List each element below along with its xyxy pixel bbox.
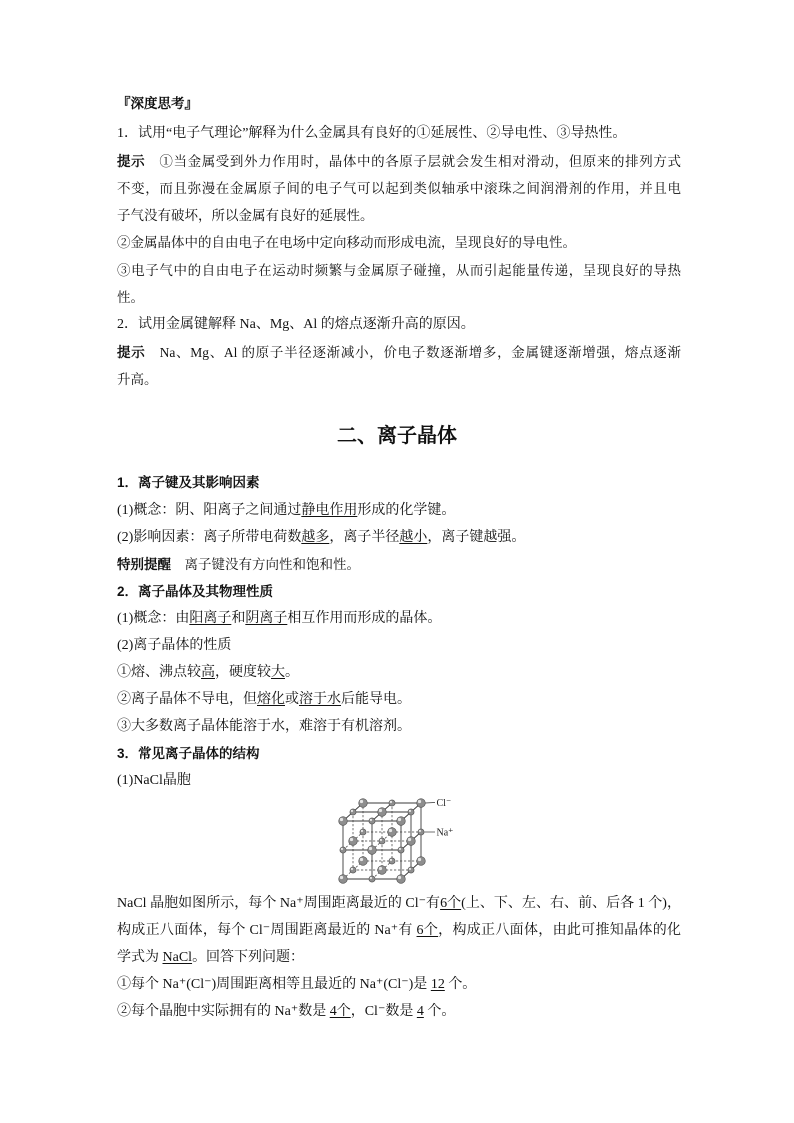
cl-ion <box>339 875 348 884</box>
text-run: (1)概念：阴、阳离子之间通过 <box>117 502 302 518</box>
ionic-crystal-properties-title: (2)离子晶体的性质 <box>117 638 232 653</box>
na-ion <box>350 809 356 815</box>
text-line <box>117 917 681 944</box>
text-run: 升高。 <box>117 371 158 387</box>
underlined-answer: NaCl <box>162 949 193 965</box>
property-2 <box>117 686 681 713</box>
cl-ion <box>378 866 387 875</box>
text-run: 个。 <box>423 1003 456 1019</box>
bold-label: 提示 <box>117 344 146 360</box>
cl-ion <box>368 846 377 855</box>
text-line <box>117 257 681 284</box>
deep-thinking-title: 『深度思考』 <box>117 96 198 111</box>
text-run: 子气没有破坏，所以金属有良好的延展性。 <box>117 208 374 224</box>
text-line <box>117 202 681 229</box>
text-run: 性。 <box>117 290 144 306</box>
text-line <box>117 284 681 311</box>
hint-1-conductivity <box>117 229 681 256</box>
text-run: (1)概念：由 <box>117 610 190 626</box>
cl-ion <box>378 808 387 817</box>
nacl-unit-cell-figure <box>334 794 458 886</box>
property-1 <box>117 659 681 686</box>
bold-label: 提示 <box>117 153 146 169</box>
text-run: (2)影响因素：离子所带电荷数 <box>117 529 302 545</box>
cl-leader-line <box>426 803 436 804</box>
na-ion <box>398 847 404 853</box>
nacl-description-section <box>117 890 681 1025</box>
text-line <box>117 497 681 524</box>
underlined-answer: 阳离子 <box>189 610 232 626</box>
na-ion <box>379 838 385 844</box>
subsection-title-structures: 3．常见离子晶体的结构 <box>117 746 260 762</box>
question-1 <box>117 120 681 147</box>
underlined-answer: 4个 <box>329 1003 351 1019</box>
nacl-cell-title: (1)NaCl晶胞 <box>117 773 191 789</box>
text-run: 。回答下列问题： <box>192 949 305 965</box>
text-run: 个。 <box>444 976 477 992</box>
text-line <box>117 148 681 175</box>
text-run: 学式为 <box>117 949 163 965</box>
na-ion <box>360 829 366 835</box>
bold-label: 特别提醒 <box>117 556 171 572</box>
na-ion <box>418 829 424 835</box>
text-run: ①熔、沸点较 <box>117 665 201 681</box>
na-ion <box>369 818 375 824</box>
na-ion <box>389 858 395 864</box>
na-ion <box>408 809 414 815</box>
lattice-ions <box>339 799 426 884</box>
text-run: 离子键没有方向性和饱和性。 <box>171 556 360 572</box>
underlined-answer: 4 <box>416 1003 424 1019</box>
underlined-answer: 熔化 <box>257 692 285 708</box>
text-run: 不变，而且弥漫在金属原子间的电子气可以起到类似轴承中滚珠之间润滑剂的作用，并且电 <box>117 180 681 196</box>
underlined-answer: 大 <box>271 665 285 681</box>
text-run: ①当金属受到外力作用时，晶体中的各原子层就会发生相对滑动，但原来的排列方式 <box>145 153 682 169</box>
hint-1-heat-conduction <box>117 257 681 312</box>
text-run: 后能导电。 <box>341 692 411 708</box>
underlined-answer: 溶于水 <box>299 692 341 708</box>
underlined-answer: 6个 <box>440 895 462 911</box>
na-ion <box>350 867 356 873</box>
text-run: ，Cl⁻数是 <box>350 1003 417 1019</box>
text-run: 相互作用而形成的晶体。 <box>287 610 442 626</box>
text-line <box>117 890 681 917</box>
text-run: (上、下、左、右、前、后各 1 个)， <box>461 895 681 911</box>
text-run: 形成的化学键。 <box>357 502 456 518</box>
special-reminder <box>117 551 681 578</box>
underlined-answer: 6个 <box>416 922 439 938</box>
text-line <box>117 605 681 632</box>
cl-ion <box>339 817 348 826</box>
hint-2 <box>117 339 681 394</box>
cl-ion <box>407 837 416 846</box>
text-line <box>117 229 681 256</box>
ionic-bond-factors <box>117 524 681 551</box>
text-run: ，硬度较 <box>215 665 271 681</box>
underlined-answer: 高 <box>201 665 215 681</box>
text-run: ，离子键越强。 <box>427 529 526 545</box>
text-run: 1．试用“电子气理论”解释为什么金属具有良好的①延展性、②导电性、③导热性。 <box>117 126 627 142</box>
nacl-description <box>117 890 681 971</box>
text-run: 构成正八面体，每个 Cl⁻周围距离最近的 Na⁺有 <box>117 922 417 938</box>
text-run: ②离子晶体不导电，但 <box>117 692 257 708</box>
text-line <box>117 686 681 713</box>
text-run: ②金属晶体中的自由电子在电场中定向移动而形成电流，呈现良好的导电性。 <box>117 235 576 251</box>
text-run: 或 <box>285 692 299 708</box>
nacl-question-1 <box>117 971 681 998</box>
cl-ion-label: Cl⁻ <box>436 798 452 809</box>
hint-1-ductility <box>117 148 681 230</box>
subsection-title-ionic-crystal: 2．离子晶体及其物理性质 <box>117 583 274 599</box>
text-run: ②每个晶胞中实际拥有的 Na⁺数是 <box>117 1003 330 1019</box>
text-run: 2．试用金属键解释 Na、Mg、Al 的熔点逐渐升高的原因。 <box>117 317 475 333</box>
section-heading: 二、离子晶体 <box>337 425 457 447</box>
text-run: ，构成正八面体，由此可推知晶体的化 <box>438 922 682 938</box>
property-3: ③大多数离子晶体能溶于水，难溶于有机溶剂。 <box>117 719 411 735</box>
na-ion-label: Na⁺ <box>436 827 454 839</box>
text-run: Na、Mg、Al 的原子半径逐渐减小，价电子数逐渐增多，金属键逐渐增强，熔点逐渐 <box>145 344 681 360</box>
text-line <box>117 311 681 338</box>
subsection-title-ionic-bond: 1．离子键及其影响因素 <box>117 475 260 491</box>
underlined-answer: 阴离子 <box>245 610 288 626</box>
cl-ion <box>397 875 406 884</box>
cl-ion <box>417 799 426 808</box>
cl-ion <box>417 857 426 866</box>
question-2 <box>117 311 681 338</box>
text-line <box>117 175 681 202</box>
text-run: ③电子气中的自由电子在运动时频繁与金属原子碰撞，从而引起能量传递，呈现良好的导热 <box>117 262 681 278</box>
text-line <box>117 339 681 366</box>
text-run: NaCl 晶胞如图所示，每个 Na⁺周围距离最近的 Cl⁻有 <box>117 895 441 911</box>
text-line <box>117 551 681 578</box>
na-ion <box>389 800 395 806</box>
text-run: 。 <box>285 665 299 681</box>
underlined-answer: 12 <box>430 976 445 992</box>
text-line <box>117 366 681 393</box>
cl-ion <box>359 857 368 866</box>
na-ion <box>408 867 414 873</box>
text-line <box>117 998 681 1025</box>
text-line <box>117 944 681 971</box>
ionic-crystal-section <box>117 469 681 794</box>
deep-thinking-section <box>117 90 681 393</box>
text-line <box>117 659 681 686</box>
ionic-crystal-concept <box>117 605 681 632</box>
text-line <box>117 524 681 551</box>
cl-ion <box>397 817 406 826</box>
ionic-bond-concept <box>117 497 681 524</box>
underlined-answer: 静电作用 <box>301 502 358 518</box>
na-ion <box>369 876 375 882</box>
underlined-answer: 越多 <box>301 529 330 545</box>
text-run: 和 <box>231 610 246 626</box>
cl-ion <box>359 799 368 808</box>
na-ion <box>340 847 346 853</box>
text-run: ①每个 Na⁺(Cl⁻)周围距离相等且最近的 Na⁺(Cl⁻)是 <box>117 976 431 992</box>
nacl-question-2 <box>117 998 681 1025</box>
text-line <box>117 120 681 147</box>
text-line <box>117 971 681 998</box>
cl-ion <box>388 828 397 837</box>
text-run: ，离子半径 <box>329 529 400 545</box>
cl-ion <box>349 837 358 846</box>
underlined-answer: 越小 <box>399 529 428 545</box>
